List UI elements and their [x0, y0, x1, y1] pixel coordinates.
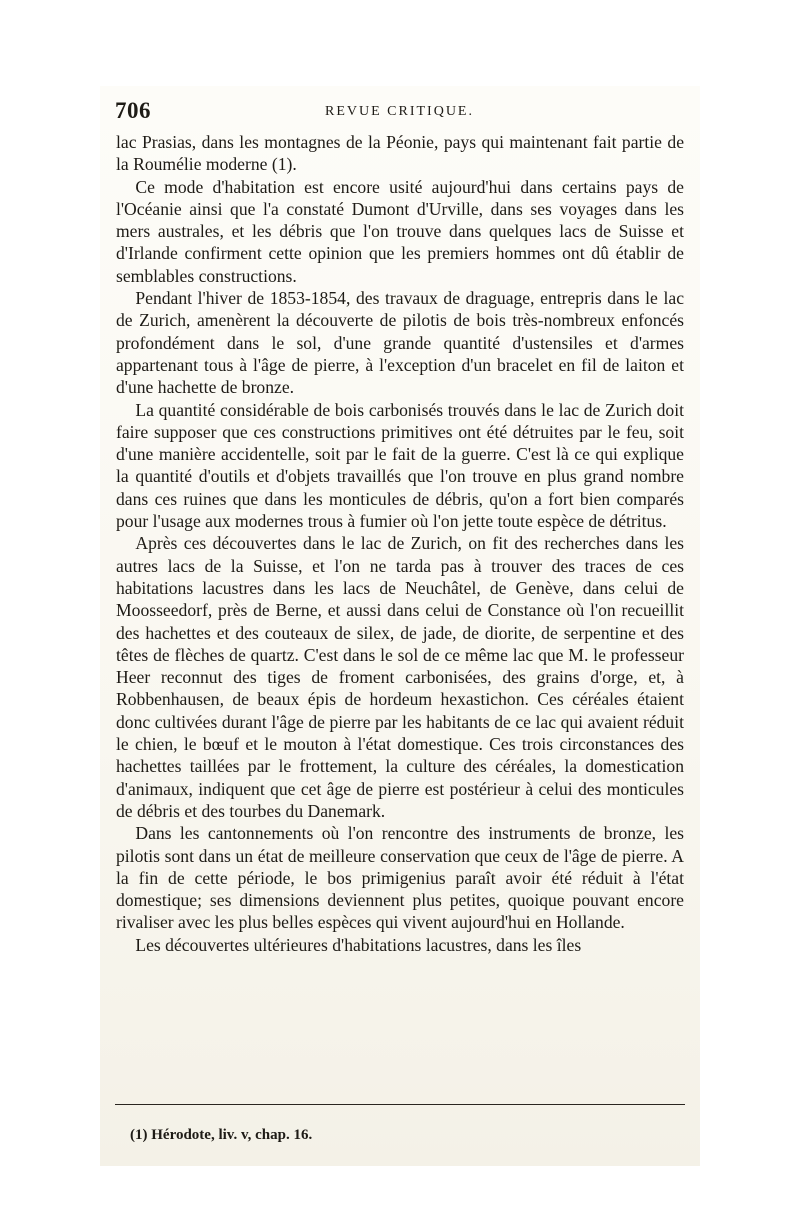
paragraph: lac Prasias, dans les montagnes de la Péonie, pays qui maintenant fait partie de la Roumélie moderne (1). — [116, 132, 684, 175]
page-number: 706 — [115, 98, 151, 123]
page-header — [115, 98, 685, 126]
paragraph: Après ces découvertes dans le lac de Zurich, on fit des recherches dans les autres lacs de la Suisse, et l'on ne tarda pas à trouver des traces de ces habitations lacustres dans les lacs de Neuchâtel, de Genève, dans celui de Moosseedorf, près de Berne, et aussi dans celui de Constance où l'on recueillit des hachettes et des couteaux de silex, de jade, de diorite, de serpentine et des têtes de flèches de quartz. C'est dans le sol de ce même lac que M. le professeur Heer reconnut des tiges de froment carbonisées, des grains d'orge, et, à Robbenhausen, de beaux épis de hordeum hexastichon. Ces céréales étaient donc cultivées durant l'âge de pierre par les habitants de ce lac qui avaient réduit le chien, le bœuf et le mouton à l'état domestique. Ces trois circonstances des hachettes taillées par le frottement, la culture des céréales, la domestication d'animaux, indiquent que cet âge de pierre est postérieur à celui des monticules de débris et des tourbes du Danemark. — [116, 533, 684, 821]
paragraph: Les découvertes ultérieures d'habitations lacustres, dans les îles — [135, 934, 582, 955]
body-text — [116, 131, 684, 956]
paragraph: Pendant l'hiver de 1853-1854, des travaux de draguage, entrepris dans le lac de Zurich, amenèrent la découverte de pilotis de bois très-nombreux enfoncés profondément dans le sol, d'une grande quantité d'ustensiles et d'armes appartenant tous à l'âge de pierre, à l'exception d'un bracelet en fil de laiton et d'une hachette de bronze. — [116, 288, 684, 398]
footnote: (1) Hérodote, liv. v, chap. 16. — [130, 1127, 313, 1143]
paragraph: Ce mode d'habitation est encore usité aujourd'hui dans certains pays de l'Océanie ainsi que l'a constaté Dumont d'Urville, dans ses voyages dans les mers australes, et les débris que l'on trouve dans quelques lacs de Suisse et d'Irlande confirment cette opinion que les premiers hommes ont dû établir de semblables constructions. — [116, 176, 684, 286]
paragraph: La quantité considérable de bois carbonisés trouvés dans le lac de Zurich doit faire supposer que ces constructions primitives ont été détruites par le feu, soit d'une manière accidentelle, soit par le fait de la guerre. C'est là ce qui explique la quantité d'outils et d'objets travaillés que l'on trouve en plus grand nombre dans ces ruines que dans les monticules de débris, qu'on a fort bien comparés pour l'usage aux modernes trous à fumier où l'on jette toute espèce de détritus. — [116, 399, 684, 532]
running-title: REVUE CRITIQUE. — [325, 104, 474, 119]
footnote-rule — [115, 1104, 685, 1105]
paragraph: Dans les cantonnements où l'on rencontre des instruments de bronze, les pilotis sont dans un état de meilleure conservation que ceux de l'âge de pierre. A la fin de cette période, le bos primigenius paraît avoir été réduit à l'état domestique; ses dimensions deviennent plus petites, quoique pouvant encore rivaliser avec les plus belles espèces qui vivent aujourd'hui en Hollande. — [116, 823, 684, 933]
